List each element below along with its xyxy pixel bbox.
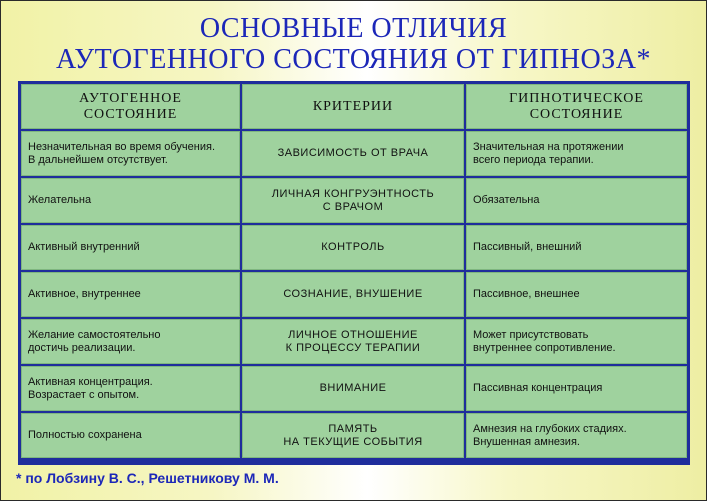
- table-cell-autogenic: Полностью сохранена: [21, 413, 240, 458]
- table-cell-autogenic: Незначительная во время обучения. В дальнейшем отсутствует.: [21, 131, 240, 176]
- table-cell-hypnotic: Пассивная концентрация: [466, 366, 687, 411]
- table-cell-autogenic: Активная концентрация. Возрастает с опытом.: [21, 366, 240, 411]
- table-cell-autogenic: Активный внутренний: [21, 225, 240, 270]
- title-line-1: ОСНОВНЫЕ ОТЛИЧИЯ: [199, 13, 508, 44]
- table-cell-criterion: СОЗНАНИЕ, ВНУШЕНИЕ: [242, 272, 464, 317]
- header-autogenic: АУТОГЕННОЕ СОСТОЯНИЕ: [21, 84, 240, 129]
- table-cell-autogenic: Активное, внутреннее: [21, 272, 240, 317]
- title-line-2: АУТОГЕННОГО СОСТОЯНИЯ ОТ ГИПНОЗА*: [56, 44, 651, 75]
- table-cell-hypnotic: Пассивный, внешний: [466, 225, 687, 270]
- table-cell-hypnotic: Обязательна: [466, 178, 687, 223]
- table-grid: [21, 84, 687, 462]
- table-cell-hypnotic: Пассивное, внешнее: [466, 272, 687, 317]
- table-cell-criterion: ЛИЧНАЯ КОНГРУЭНТНОСТЬ С ВРАЧОМ: [242, 178, 464, 223]
- source-footnote: * по Лобзину В. С., Решетникову М. М.: [16, 470, 279, 486]
- table-cell-autogenic: Желательна: [21, 178, 240, 223]
- table-cell-hypnotic: Может присутствовать внутреннее сопротивление.: [466, 319, 687, 364]
- header-hypnotic: ГИПНОТИЧЕСКОЕ СОСТОЯНИЕ: [466, 84, 687, 129]
- header-criteria: КРИТЕРИИ: [242, 84, 464, 129]
- table-cell-hypnotic: Амнезия на глубоких стадиях. Внушенная амнезия.: [466, 413, 687, 458]
- table-cell-criterion: ЛИЧНОЕ ОТНОШЕНИЕ К ПРОЦЕССУ ТЕРАПИИ: [242, 319, 464, 364]
- page-title: [1, 13, 706, 75]
- table-cell-criterion: ЗАВИСИМОСТЬ ОТ ВРАЧА: [242, 131, 464, 176]
- table-cell-criterion: КОНТРОЛЬ: [242, 225, 464, 270]
- comparison-table: [18, 81, 690, 465]
- table-cell-autogenic: Желание самостоятельно достичь реализации.: [21, 319, 240, 364]
- table-cell-criterion: ПАМЯТЬ НА ТЕКУЩИЕ СОБЫТИЯ: [242, 413, 464, 458]
- table-cell-hypnotic: Значительная на протяжении всего периода терапии.: [466, 131, 687, 176]
- table-cell-criterion: ВНИМАНИЕ: [242, 366, 464, 411]
